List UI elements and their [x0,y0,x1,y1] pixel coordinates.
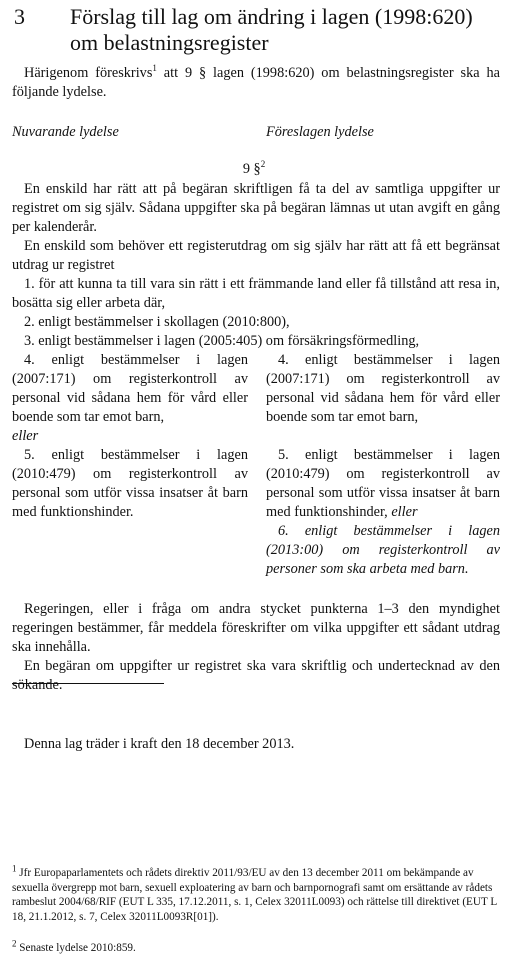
heading-title: Förslag till lag om ändring i lagen (1998:620) om belastningsregister [70,4,473,55]
section-number: 9 § [242,161,261,177]
paragraph-3: Regeringen, eller i fråga om andra stycket punkterna 1–3 den myndighet regeringen bestämmer, får meddela föreskrifter om vilka uppgifter ett sådant utdrag ska innehålla. [12,601,500,655]
intro-rest: att 9 § lagen (1998:620) om belastningsregister ska ha följande lydelse. [12,65,500,100]
footnote-2-text: Senaste lydelse 2010:859. [19,942,136,954]
intro-text: Härigenom föreskrivs [24,65,153,81]
enactment-clause: Denna lag träder i kraft den 18 december 2013. [24,736,295,752]
list-item-2: 2. enligt bestämmelser i skollagen (2010:800), [24,314,290,330]
proposed-item-5-text: 5. enligt bestämmelser i lagen (2010:479) om registerkontroll av personal som utför vissa insatser åt barn med funktionshinder, [266,447,500,520]
separator-line [12,683,164,684]
proposed-item-6: 6. enligt bestämmelser i lagen (2013:00) om registerkontroll av personer som ska arbeta med barn. [266,523,500,577]
current-wording-header: Nuvarande lydelse [12,124,119,140]
current-item-5: 5. enligt bestämmelser i lagen (2010:479) om registerkontroll av personal som utför vissa insatser åt barn med funktionshinder. [12,447,248,520]
footnote-1-text: Jfr Europaparlamentets och rådets direktiv 2011/93/EU av den 13 december 2011 om bekämpande av sexuella övergrepp mot barn, sexuell exploatering av barn och barnpornografi samt om ersättande av rådets rambeslut 2004/68/RIF (EUT L 335, 17.12.2011, s. 1, Celex 32011L0093) och rättelse till direktivet (EUT L 18, 21.1.2012, s. 7, Celex 32011L0093R[01]). [12,867,497,923]
proposed-wording-header: Föreslagen lydelse [266,124,374,140]
proposed-item-5 [266,446,500,522]
list-item-1: 1. för att kunna ta till vara sin rätt i ett främmande land eller få tillstånd att resa in, bosätta sig eller arbeta där, [12,276,500,311]
paragraph-4: En begäran om uppgifter ur registret ska vara skriftlig och undertecknad av den sökande. [12,658,500,693]
footnote-1-number: 1 [12,863,17,874]
footnote-1 [12,863,502,924]
current-item-4-or: eller [12,428,39,444]
current-item-4: 4. enligt bestämmelser i lagen (2007:171) om registerkontroll av personal vid sådana hem för vård eller boende som tar emot barn, [12,352,248,425]
section-label [0,160,508,179]
heading-number: 3 [14,4,25,29]
proposed-item-4: 4. enligt bestämmelser i lagen (2007:171) om registerkontroll av personal vid sådana hem för vård eller boende som tar emot barn, [266,352,500,425]
paragraph-1: En enskild har rätt att på begäran skriftligen få ta del av samtliga uppgifter ur registret om sig själv. Sådana uppgifter ska på begäran lämnas ut utan avgift en gång per kalenderår. [12,181,500,235]
footnote-ref-2: 2 [260,159,266,170]
footnote-2-number: 2 [12,938,17,949]
footnote-2 [12,938,502,956]
paragraph-2: En enskild som behöver ett registerutdrag om sig själv har rätt att få ett begränsat utdrag ur registret [12,238,500,273]
intro-paragraph [12,64,500,102]
list-item-3: 3. enligt bestämmelser i lagen (2005:405) om försäkringsförmedling, [24,333,420,349]
proposed-item-5-or: eller [391,504,418,520]
footnote-ref-1: 1 [152,63,157,74]
